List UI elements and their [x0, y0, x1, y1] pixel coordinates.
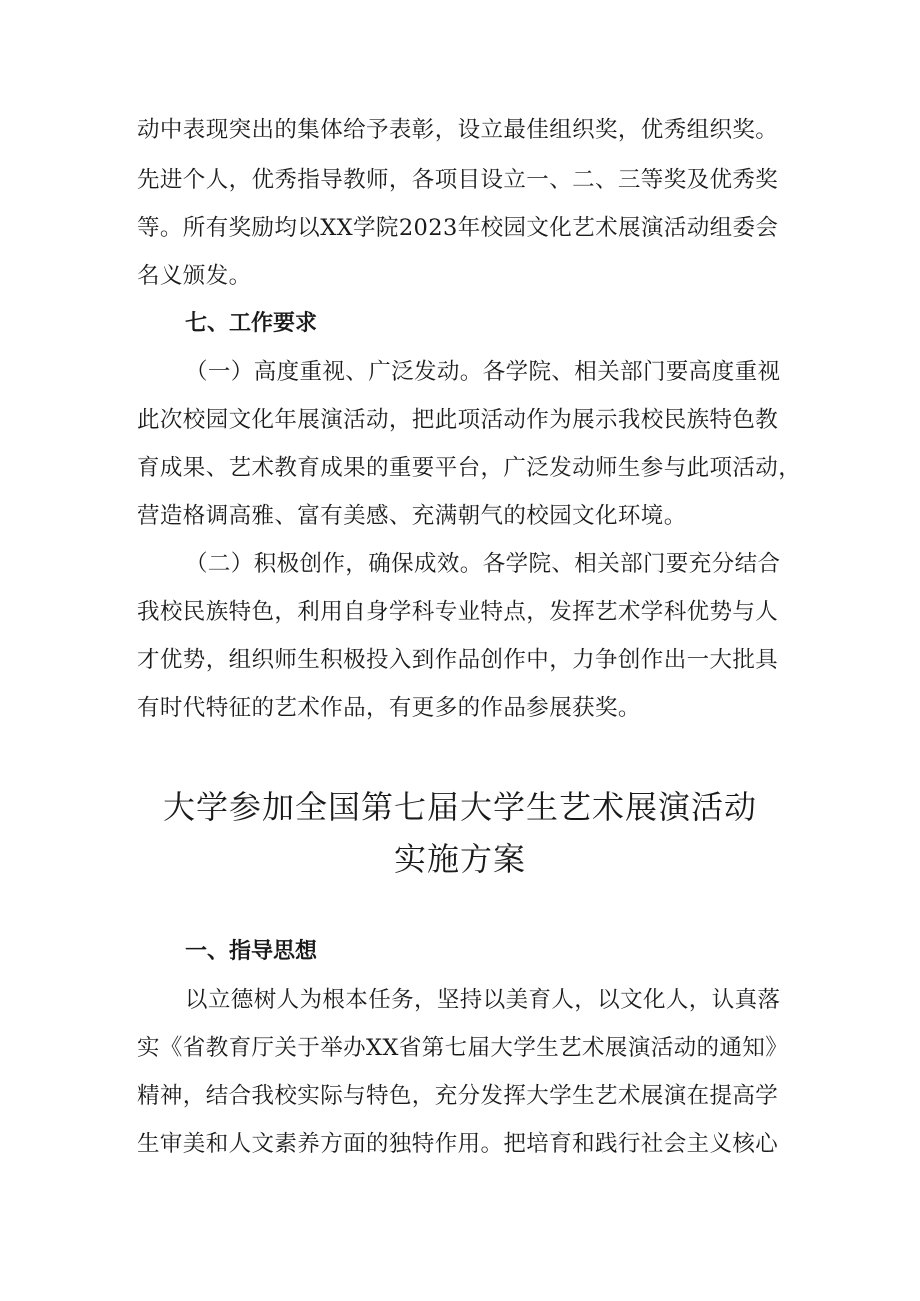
paragraph-line: 营造格调高雅、富有美感、充满朝气的校园文化环境。 [137, 503, 687, 529]
paragraph-line: 名义颁发。 [137, 263, 252, 289]
paragraph-line: 先进个人，优秀指导教师，各项目设立一、二、三等奖及优秀奖 [137, 167, 779, 193]
section-heading-guiding-ideology: 一、指导思想 [185, 939, 318, 964]
section-heading-work-requirements: 七、工作要求 [185, 311, 318, 336]
paragraph-line: 精神，结合我校实际与特色，充分发挥大学生艺术展演在提高学 [137, 1083, 779, 1109]
paragraph-line: 育成果、艺术教育成果的重要平台，广泛发动师生参与此项活动， [137, 455, 802, 481]
paragraph-line: 实《省教育厅关于举办XX省第七届大学生艺术展演活动的通知》 [137, 1035, 789, 1061]
paragraph-line: 等。所有奖励均以XX学院2023年校园文化艺术展演活动组委会 [137, 215, 779, 241]
paragraph-line: 有时代特征的艺术作品，有更多的作品参展获奖。 [137, 695, 641, 721]
paragraph-line: （一）高度重视、广泛发动。各学院、相关部门要高度重视 [185, 359, 781, 385]
paragraph-line: 我校民族特色，利用自身学科专业特点，发挥艺术学科优势与人 [137, 599, 779, 625]
document-title-line-2: 实施方案 [393, 840, 526, 878]
paragraph-line: 才优势，组织师生积极投入到作品创作中，力争创作出一大批具 [137, 647, 779, 673]
paragraph-line: 生审美和人文素养方面的独特作用。把培育和践行社会主义核心 [137, 1131, 779, 1157]
paragraph-line: 以立德树人为根本任务，坚持以美育人，以文化人，认真落 [185, 987, 781, 1013]
paragraph-line: 此次校园文化年展演活动，把此项活动作为展示我校民族特色教 [137, 407, 779, 433]
document-title-line-1: 大学参加全国第七届大学生艺术展演活动 [162, 788, 757, 826]
paragraph-line: 动中表现突出的集体给予表彰，设立最佳组织奖，优秀组织奖。 [137, 117, 779, 143]
paragraph-line: （二）积极创作，确保成效。各学院、相关部门要充分结合 [185, 551, 781, 577]
